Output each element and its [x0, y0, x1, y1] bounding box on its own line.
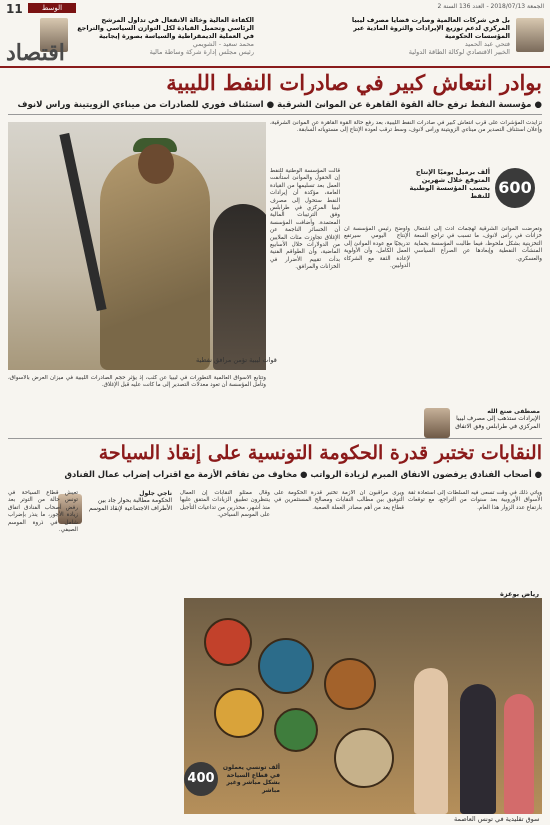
issue-line: الجمعة 2018/07/13 - العدد 136 السنة 2 — [437, 3, 544, 10]
article1-headline: بوادر انتعاش كبير في صادرات النفط الليبية — [166, 70, 542, 95]
article1-subheadline: ● مؤسسة النفط ترفع حالة القوة القاهرة عن الموانئ الشرقية ● استئناف فوري للصادرات من ميناءي الزويتينة وراس لانوف — [17, 100, 542, 110]
opinion-left-lead: الكفاءة العالية وخالة الانفعال في تداول المرشح الرئاسي وتحميل القيادة لكل التوازن السياسي والتراجع في العملية الديمقراطية والسياسة بصورة إيجابية — [77, 16, 254, 40]
opinion-left-byline: محمد سعيد - الشويمي — [192, 40, 254, 48]
page-header — [0, 0, 550, 68]
article1-quote — [440, 408, 540, 430]
article2-author: رياض بوعزة — [499, 590, 539, 598]
columnist-photo — [516, 18, 544, 52]
article1-column: وتعرضت الموانئ الشرقية لهجمات أدت إلى اشتعال خزانات في راس لانوف، ما تسبب في تراجع السعة التخزينية بشكل ملحوظ، فيما طالبت المؤسسة بحماية المنشآت النفطية وإبعادها عن الصراع السياسي والعسكري. — [414, 226, 542, 262]
opinion-right-byline: فتحي عبد الحميد — [464, 40, 510, 48]
article1-column: وتتابع الأسواق العالمية التطورات في ليبيا عن كثب، إذ يؤثر حجم الصادرات الليبية في ميزان العرض بالأسواق، وتأمل المؤسسة أن تعود معدلات التصدير إلى ما كانت عليه قبل الإغلاق. — [8, 375, 266, 389]
quote-text: الإيرادات ستذهب إلى مصرف ليبيا المركزي في طرابلس وفق الاتفاق — [455, 415, 540, 430]
article2-quote — [86, 490, 172, 512]
article2-column: تعيش قطاع السياحة في تونس حالة من التوتر بعد رفض أصحاب الفنادق اتفاق زيادة الأجور، ما ينذر بإضراب شامل في ذروة الموسم الصيفي. — [8, 490, 78, 534]
article1-photo — [8, 122, 266, 370]
article1-lead: تزايدت المؤشرات على قرب انتعاش كبير في صادرات النفط الليبية، بعد رفع حالة القوة القاهرة عن الموانئ الشرقية، وإعلان استئناف التصدير من ميناءي الزويتينة وراس لانوف، وسط ترقب لعودة الإنتاج إلى مستوياته السابقة. — [270, 120, 542, 134]
opinion-left-role: رئيس مجلس إدارة شركة وساطة مالية — [149, 48, 254, 56]
article1-column: وأوضح رئيس المؤسسة أن الإنتاج اليومي سيرتفع تدريجيًا مع عودة الموانئ إلى العمل الكامل، وأن الأولوية لإعادة الثقة مع الشركاء الدوليين. — [344, 226, 410, 270]
stat-badge: 600 — [495, 168, 535, 208]
article2-subheadline: ● أصحاب الفنادق يرفضون الاتفاق المبرم لزيادة الرواتب ● مخاوف من تفاقم الأزمة مع اقتراب إضراب عمال الفنادق — [64, 469, 542, 479]
stat-text: ألف تونسي يعملون في قطاع السياحة بشكل مباشر وغير مباشر — [222, 764, 280, 794]
stat-text: ألف برميل يوميًا الإنتاج المتوقع خلال شهرين بحسب المؤسسة الوطنية للنفط — [409, 168, 490, 200]
opinion-right — [335, 16, 510, 62]
opinion-right-lead: بل في شركات العالمية وصارت قضايا مصرف ليبيا المركزي لدعم توزيع الإيرادات والثروة المادية عبر المؤسسات الحكومية — [351, 16, 510, 40]
brand-logo: الوسط — [28, 3, 76, 13]
article2-caption: سوق تقليدية في تونس العاصمة — [454, 815, 540, 823]
section-title: اقتصاد — [6, 40, 65, 66]
divider — [8, 438, 542, 439]
stat-badge: 400 — [184, 762, 218, 796]
page-number: 11 — [6, 2, 23, 16]
article1-column: قالت المؤسسة الوطنية للنفط إن الحقول والموانئ استأنفت العمل بعد تسليمها من القيادة العامة، مؤكدة أن إيرادات النفط ستحول إلى مصرف ليبيا المركزي في طرابلس وفق الترتيبات المالية المعتمدة. وأضافت المؤسسة أن الخسائر الناجمة عن الإغلاق تجاوزت مئات الملايين من الدولارات خلال الأسابيع الماضية، وأن الطواقم الفنية بدأت تقييم الأضرار في الخزانات والمرافق. — [270, 168, 340, 271]
quote-name: مصطفى صنع الله — [487, 408, 540, 415]
opinion-right-role: الخبير الاقتصادي لوكالة الطاقة الدولية — [408, 48, 510, 56]
article2-column: ويأتي ذلك في وقت تسعى فيه السلطات إلى استعادة ثقة الأسواق الأوروبية بعد سنوات من التراجع، مع توقعات بارتفاع عدد الزوار هذا العام. — [408, 490, 542, 511]
quote-name: ناجي جلول — [139, 490, 172, 497]
article2-column: وقال ممثلو النقابات إن العمال ينتظرون تطبيق الزيادات المتفق عليها منذ أشهر، محذرين من تداعيات التأجيل على الموسم السياحي. — [180, 490, 270, 519]
article2-column: ويرى مراقبون أن الأزمة تختبر قدرة الحكومة على التوفيق بين مطالب النقابات ومصالح المستثمرين في قطاع يعد من أهم مصادر العملة الصعبة. — [274, 490, 404, 511]
divider — [8, 114, 542, 115]
article1-caption: قوات ليبية تؤمن مرافق نفطية — [196, 356, 277, 364]
article2-headline: النقابات تختبر قدرة الحكومة التونسية على إنقاذ السياحة — [98, 442, 542, 464]
quote-text: الحكومة مطالبة بحوار جاد بين الأطراف الاجتماعية لإنقاذ الموسم — [88, 497, 172, 512]
opinion-left — [74, 16, 254, 62]
